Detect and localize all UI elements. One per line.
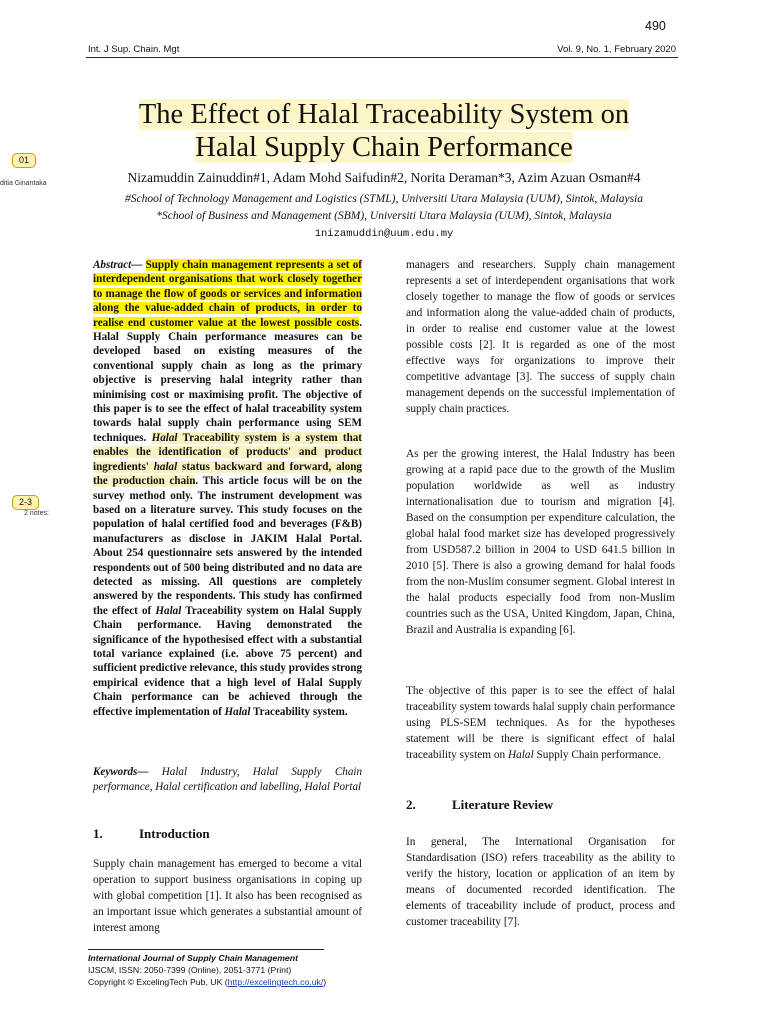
annotation-marker-01[interactable]: 01 [12, 153, 36, 168]
highlight-2[interactable]: Halal Traceability system is a system that enables the identification of products' and product ingredients' halal status backward and forward, along the production chain [93, 431, 362, 488]
title-line-1[interactable]: The Effect of Halal Traceability System on [138, 99, 630, 130]
authors: Nizamuddin Zainuddin#1, Adam Mohd Saifudin#2, Norita Deraman*3, Azim Azuan Osman#4 [127, 170, 641, 185]
annotation-count: 2 notes: [24, 510, 49, 517]
affiliation-1: #School of Technology Management and Logistics (STML), Universiti Utara Malaysia (UUM), Sintok, Malaysia [125, 193, 643, 205]
header-journal: Int. J Sup. Chain. Mgt [88, 44, 180, 55]
header-volume: Vol. 9, No. 1, February 2020 [557, 44, 676, 55]
footer-issn: IJSCM, ISSN: 2050-7399 (Online), 2051-3771 (Print) [88, 965, 292, 975]
footer-copyright: Copyright © ExcelingTech Pub, UK (http://excelingtech.co.uk/) [88, 977, 327, 987]
keywords-label: Keywords— [93, 766, 149, 778]
title-line-2[interactable]: Halal Supply Chain Performance [195, 132, 573, 163]
annotation-marker-2-3[interactable]: 2-3 [12, 495, 39, 510]
publisher-link[interactable]: http://excelingtech.co.uk/ [227, 977, 324, 987]
section-heading-literature-review: 2. Literature Review [406, 797, 554, 812]
annotation-author: ditia Ginantaka [0, 180, 47, 187]
right-paragraph-1: managers and researchers. Supply chain management represents a set of interdependent organisations that work closely together to manage the flow of goods or services and information along the value-added chain of products, in order to realise end customer value at the lowest possible costs [2]. It is regarded as one of the most effective ways for organizations to improve their competitive advantage [3]. The success of supply chain management depends on the successful implementation of supply chain practices. [406, 259, 675, 415]
footer-rule [88, 949, 324, 950]
right-paragraph-3: The objective of this paper is to see the effect of halal traceability system towards halal supply chain performance using PLS-SEM techniques. As for the hypotheses statement will be there is significant effect of halal traceability system on Halal Supply Chain performance. [406, 685, 675, 761]
section-heading-introduction: 1. Introduction [93, 826, 210, 841]
affiliation-2: *School of Business and Management (SBM), Universiti Utara Malaysia (UUM), Sintok, Malaysia [156, 210, 612, 222]
abstract-label: Abstract— [93, 259, 143, 271]
header-rule [86, 57, 678, 58]
paper-title [86, 98, 682, 164]
footer-journal: International Journal of Supply Chain Management [88, 953, 298, 963]
keywords: Keywords— Halal Industry, Halal Supply Chain performance, Halal certification and labelling, Halal Portal [93, 766, 362, 793]
right-paragraph-4: In general, The International Organisation for Standardisation (ISO) refers traceability as the ability to verify the history, location or application of an item by means of documented recorded identification. The elements of traceability include of product, process and customer traceability [7]. [406, 836, 675, 928]
abstract: Abstract— Supply chain management represents a set of interdependent organisations that work closely together to manage the flow of goods or services and information along the value-added chain of products, in order to realise end customer value at the lowest possible costs. Halal Supply Chain performance measures can be developed based on existing measures of the conventional supply chain as long as the primary objective is preserving halal integrity rather than minimising cost or maximising profit. The objective of this paper is to see the effect of halal traceability system towards halal supply chain performance using SEM techniques. Halal Traceability system is a system that enables the identification of products' and product ingredients' halal status backward and forward, along the production chain. This article focus will be on the survey method only. The instrument development was based on a literature survey. This study focuses on the population of halal certified food and beverages (F&B) manufacturers as disclose in JAKIM Halal Portal. About 254 questionnaire sets answered by the intended respondents out of 500 being distributed and no data are detected as missing. All questions are completely answered by the respondents. This study has confirmed the effect of Halal Traceability system on Halal Supply Chain performance. Having demonstrated the significance of the hypothesised effect with a substantial total variance explained (i.e. above 75 percent) and sufficient predictive relevance, this study provides strong empirical evidence that a high level of Halal Supply Chain performance can be achieved through the effective implementation of Halal Traceability system. [93, 259, 362, 718]
author-email[interactable]: 1nizamuddin@uum.edu.my [314, 228, 454, 240]
highlight-1[interactable]: Supply chain management represents a set of interdependent organisations that work closely together to manage the flow of goods or services and information along the value-added chain of products, in order to realise end customer value at the lowest possible costs [93, 259, 362, 329]
right-paragraph-2: As per the growing interest, the Halal Industry has been growing at a rapid pace due to the growth of the Muslim population worldwide as well as industry internationalisation due to tourism and migration [4]. Based on the consumption per expenditure calculation, the global halal food market size has developed progressively from USD587.2 billion in 2004 to USD 641.5 billion in 2010 [5]. There is also a growing demand for halal foods from the non-Muslim consumer segment. Global interest in the halal products especially food from non-Muslim countries such as the USA, United Kingdom, Japan, China, Brazil and Australia is expanding [6]. [406, 448, 675, 636]
page-number: 490 [645, 19, 666, 33]
intro-paragraph: Supply chain management has emerged to become a vital operation to support business organisations in coping up with global competition [1]. It also has been recognised as an important issue which generates a substantial amount of interest among [93, 858, 362, 934]
